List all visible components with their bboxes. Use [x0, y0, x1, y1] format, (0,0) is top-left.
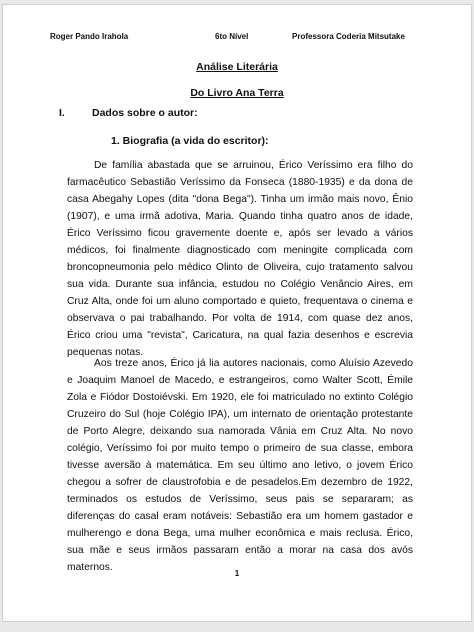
paragraph: Aos treze anos, Érico já lia autores nacionais, como Aluísio Azevedo e Joaquim Manoel de Macedo, e estrangeiros, como Walter Scott, Émile Zola e Fiódor Dostoiévski. Em 1920, ele foi matriculado no extinto Colégio Cruzeiro do Sul (hoje Colégio IPA), um internato de orientação protestante de Porto Alegre, deixando sua namorada Vânia em Cruz Alta. No novo colégio, Veríssimo foi por muito tempo o primeiro de sua classe, embora tivesse aversão à matemática. Em seu último ano letivo, o jovem Érico chegou a sofrer de claustrofobia e de pesadelos.Em dezembro de 1922, terminados os estudos de Veríssimo, seus pais se separaram; as diferenças do casal eram notáveis: Sebastião era um homem gastador e mulherengo e dona Bega, uma mulher econômica e mais reclusa. Érico, sua mãe e seus irmãos passaram então a morar na casa dos avós maternos.: [67, 358, 413, 573]
section-label: Dados sobre o autor:: [92, 107, 198, 119]
document-page: [2, 4, 472, 622]
subsection-heading: 1. Biografia (a vida do escritor):: [111, 135, 269, 147]
book-title: Do Livro Ana Terra: [190, 87, 284, 99]
page-number: 1: [234, 569, 240, 578]
header-author: Roger Pando Irahola: [50, 32, 129, 41]
document-title: Análise Literária: [196, 61, 278, 73]
header-teacher: Professora Coderia Mitsutake: [292, 32, 405, 41]
paragraph: De família abastada que se arruinou, Érico Veríssimo era filho do farmacêutico Sebastião Veríssimo da Fonseca (1880-1935) e da dona de casa Abegahy Lopes (dita "dona Bega"). Tinha um irmão mais novo, Ênio (1907), e uma irmã adotiva, Maria. Quando tinha quatro anos de idade, Érico Veríssimo ficou gravemente doente e, após ser levado a vários médicos, foi finalmente diagnosticado com meningite complicada com broncopneumonia pelo médico Olinto de Oliveira, cujo tratamento salvou sua vida. Durante sua infância, estudou no Colégio Venâncio Aires, em Cruz Alta, onde foi um aluno comportado e quieto, frequentava o cinema e observava o pai trabalhando. Por volta de 1914, com quase dez anos, Érico criou uma "revista", Caricatura, na qual fazia desenhos e escrevia pequenas notas.: [67, 160, 413, 358]
header-level: 6to Nível: [215, 32, 249, 41]
section-number: I.: [59, 107, 65, 119]
section-heading: [59, 107, 198, 119]
